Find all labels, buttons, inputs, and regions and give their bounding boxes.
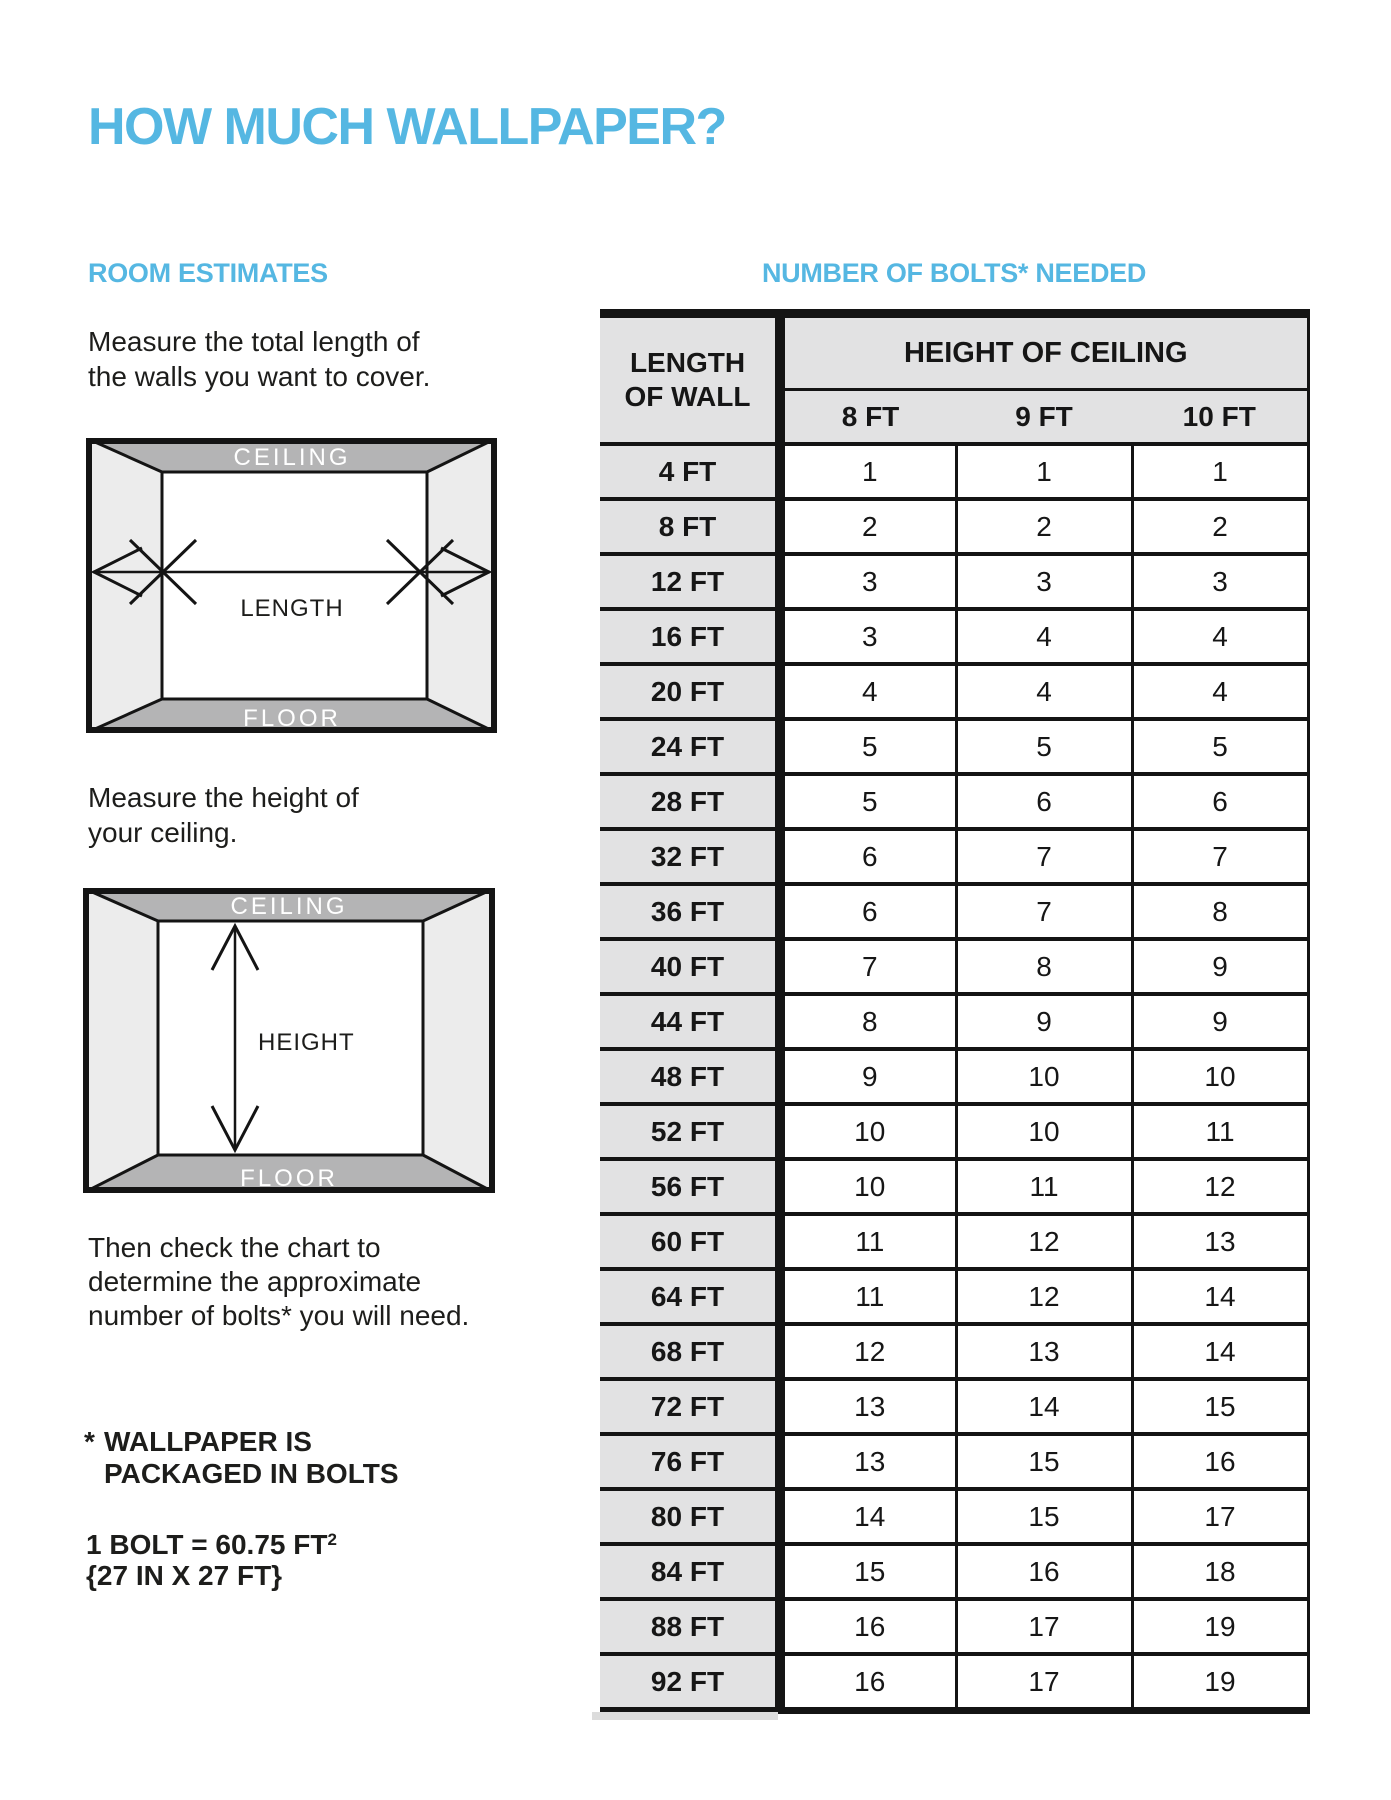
right-wall: [423, 888, 495, 1193]
value-cell: 12: [956, 1214, 1132, 1269]
value-cell: 2: [956, 499, 1132, 554]
length-of-wall-header: LENGTH OF WALL: [600, 314, 780, 445]
row-header-cell: 60 FT: [600, 1214, 780, 1269]
table-row: [600, 554, 1308, 609]
page-title: HOW MUCH WALLPAPER?: [88, 97, 726, 156]
value-cell: 19: [1132, 1654, 1308, 1711]
value-cell: 14: [956, 1379, 1132, 1434]
paragraph-line: Then check the chart to: [88, 1232, 381, 1263]
value-cell: 10: [780, 1159, 956, 1214]
table-body: [600, 444, 1308, 1711]
paragraph-line: number of bolts* you will need.: [88, 1300, 470, 1331]
asterisk: *: [84, 1426, 95, 1457]
row-header-cell: 4 FT: [600, 444, 780, 499]
column-header-10ft: 10 FT: [1132, 390, 1308, 445]
value-cell: 7: [1132, 829, 1308, 884]
value-cell: 6: [780, 884, 956, 939]
table-row: [600, 719, 1308, 774]
value-cell: 11: [1132, 1104, 1308, 1159]
value-cell: 11: [780, 1214, 956, 1269]
value-cell: 5: [780, 719, 956, 774]
row-header-cell: 56 FT: [600, 1159, 780, 1214]
length-label: LENGTH: [240, 595, 344, 622]
value-cell: 4: [956, 609, 1132, 664]
value-cell: 4: [1132, 609, 1308, 664]
value-cell: 17: [1132, 1489, 1308, 1544]
value-cell: 8: [956, 939, 1132, 994]
value-cell: 2: [1132, 499, 1308, 554]
table-row: [600, 939, 1308, 994]
table-row: [600, 829, 1308, 884]
value-cell: 18: [1132, 1544, 1308, 1599]
row-header-cell: 76 FT: [600, 1434, 780, 1489]
row-header-cell: 16 FT: [600, 609, 780, 664]
value-cell: 15: [956, 1434, 1132, 1489]
value-cell: 10: [1132, 1049, 1308, 1104]
value-cell: 10: [956, 1104, 1132, 1159]
table-row: [600, 1544, 1308, 1599]
value-cell: 13: [780, 1434, 956, 1489]
value-cell: 6: [780, 829, 956, 884]
bolt-dimensions: {27 IN X 27 FT}: [86, 1560, 283, 1591]
row-header-cell: 92 FT: [600, 1654, 780, 1711]
measure-height-paragraph: [88, 780, 359, 850]
value-cell: 1: [1132, 444, 1308, 499]
value-cell: 19: [1132, 1599, 1308, 1654]
row-header-cell: 12 FT: [600, 554, 780, 609]
row-header-cell: 64 FT: [600, 1269, 780, 1324]
value-cell: 6: [956, 774, 1132, 829]
room-height-diagram: [83, 888, 495, 1193]
value-cell: 5: [1132, 719, 1308, 774]
value-cell: 16: [1132, 1434, 1308, 1489]
value-cell: 2: [780, 499, 956, 554]
value-cell: 12: [956, 1269, 1132, 1324]
table-row: [600, 1159, 1308, 1214]
table-row: [600, 1379, 1308, 1434]
value-cell: 4: [1132, 664, 1308, 719]
table-row: [600, 499, 1308, 554]
value-cell: 12: [1132, 1159, 1308, 1214]
bolts-footnote: [84, 1426, 399, 1490]
row-header-cell: 88 FT: [600, 1599, 780, 1654]
back-wall: [162, 472, 427, 699]
value-cell: 3: [780, 554, 956, 609]
row-header-cell: 68 FT: [600, 1324, 780, 1379]
value-cell: 13: [1132, 1214, 1308, 1269]
row-header-cell: 28 FT: [600, 774, 780, 829]
table-row: [600, 664, 1308, 719]
room-estimates-heading: ROOM ESTIMATES: [88, 258, 328, 288]
value-cell: 16: [780, 1654, 956, 1711]
column-header-8ft: 8 FT: [780, 390, 956, 445]
footnote-line: PACKAGED IN BOLTS: [104, 1458, 399, 1489]
footnote-line: [84, 1426, 399, 1458]
value-cell: 13: [780, 1379, 956, 1434]
bolts-needed-table: [600, 309, 1310, 1714]
table-row: [600, 1489, 1308, 1544]
table-row: [600, 884, 1308, 939]
row-header-cell: 40 FT: [600, 939, 780, 994]
row-header-cell: 48 FT: [600, 1049, 780, 1104]
footnote-text: WALLPAPER IS: [104, 1426, 312, 1457]
table-header-row-1: [600, 314, 1308, 390]
column-header-9ft: 9 FT: [956, 390, 1132, 445]
table-row: [600, 994, 1308, 1049]
value-cell: 6: [1132, 774, 1308, 829]
table-row: [600, 444, 1308, 499]
value-cell: 15: [956, 1489, 1132, 1544]
value-cell: 11: [780, 1269, 956, 1324]
value-cell: 9: [780, 1049, 956, 1104]
row-header-cell: 36 FT: [600, 884, 780, 939]
value-cell: 14: [1132, 1269, 1308, 1324]
height-of-ceiling-header: HEIGHT OF CEILING: [780, 314, 1308, 390]
value-cell: 16: [780, 1599, 956, 1654]
value-cell: 15: [780, 1544, 956, 1599]
value-cell: 9: [956, 994, 1132, 1049]
row-header-cell: 24 FT: [600, 719, 780, 774]
row-header-cell: 52 FT: [600, 1104, 780, 1159]
value-cell: 10: [956, 1049, 1132, 1104]
table-row: [600, 1599, 1308, 1654]
measure-length-paragraph: [88, 324, 430, 394]
table-row: [600, 1269, 1308, 1324]
table-row: [600, 1104, 1308, 1159]
table-row: [600, 1324, 1308, 1379]
value-cell: 15: [1132, 1379, 1308, 1434]
value-cell: 10: [780, 1104, 956, 1159]
table-row: [600, 1434, 1308, 1489]
value-cell: 7: [956, 884, 1132, 939]
row-header-cell: 44 FT: [600, 994, 780, 1049]
room-length-diagram: [86, 438, 497, 733]
value-cell: 4: [780, 664, 956, 719]
value-cell: 1: [956, 444, 1132, 499]
floor-label: FLOOR: [240, 1165, 338, 1192]
value-cell: 8: [1132, 884, 1308, 939]
value-cell: 3: [780, 609, 956, 664]
bolts-needed-heading: NUMBER OF BOLTS* NEEDED: [761, 258, 1147, 288]
value-cell: 16: [956, 1544, 1132, 1599]
paragraph-line: Measure the height of: [88, 782, 359, 813]
value-cell: 3: [1132, 554, 1308, 609]
value-cell: 13: [956, 1324, 1132, 1379]
paragraph-line: determine the approximate: [88, 1266, 422, 1297]
table-row: [600, 1049, 1308, 1104]
value-cell: 9: [1132, 939, 1308, 994]
value-cell: 3: [956, 554, 1132, 609]
squared-superscript: 2: [327, 1530, 337, 1549]
paragraph-line: Measure the total length of: [88, 326, 420, 357]
row-header-cell: 32 FT: [600, 829, 780, 884]
value-cell: 5: [956, 719, 1132, 774]
table-row: [600, 774, 1308, 829]
table-row: [600, 1214, 1308, 1269]
table-shadow-strip: [592, 1712, 778, 1720]
row-header-cell: 20 FT: [600, 664, 780, 719]
row-header-cell: 8 FT: [600, 499, 780, 554]
left-wall: [83, 888, 158, 1193]
floor-label: FLOOR: [243, 705, 341, 732]
value-cell: 11: [956, 1159, 1132, 1214]
ceiling-label: CEILING: [233, 444, 351, 471]
row-header-cell: 80 FT: [600, 1489, 780, 1544]
bolt-equation: 1 BOLT = 60.75 $FT^2$: [86, 1529, 337, 1560]
value-cell: 14: [1132, 1324, 1308, 1379]
table-row: [600, 1654, 1308, 1711]
value-cell: 17: [956, 1654, 1132, 1711]
table-row: [600, 609, 1308, 664]
paragraph-line: your ceiling.: [88, 817, 238, 848]
check-chart-paragraph: [88, 1231, 469, 1333]
value-cell: 5: [780, 774, 956, 829]
height-label: HEIGHT: [258, 1029, 355, 1056]
value-cell: 8: [780, 994, 956, 1049]
row-header-cell: 84 FT: [600, 1544, 780, 1599]
value-cell: 12: [780, 1324, 956, 1379]
value-cell: 1: [780, 444, 956, 499]
ceiling-label: CEILING: [230, 893, 348, 920]
row-header-cell: 72 FT: [600, 1379, 780, 1434]
bolt-size-info: [86, 1524, 337, 1591]
value-cell: 9: [1132, 994, 1308, 1049]
value-cell: 17: [956, 1599, 1132, 1654]
value-cell: 7: [956, 829, 1132, 884]
value-cell: 7: [780, 939, 956, 994]
value-cell: 14: [780, 1489, 956, 1544]
value-cell: 4: [956, 664, 1132, 719]
paragraph-line: the walls you want to cover.: [88, 361, 431, 392]
